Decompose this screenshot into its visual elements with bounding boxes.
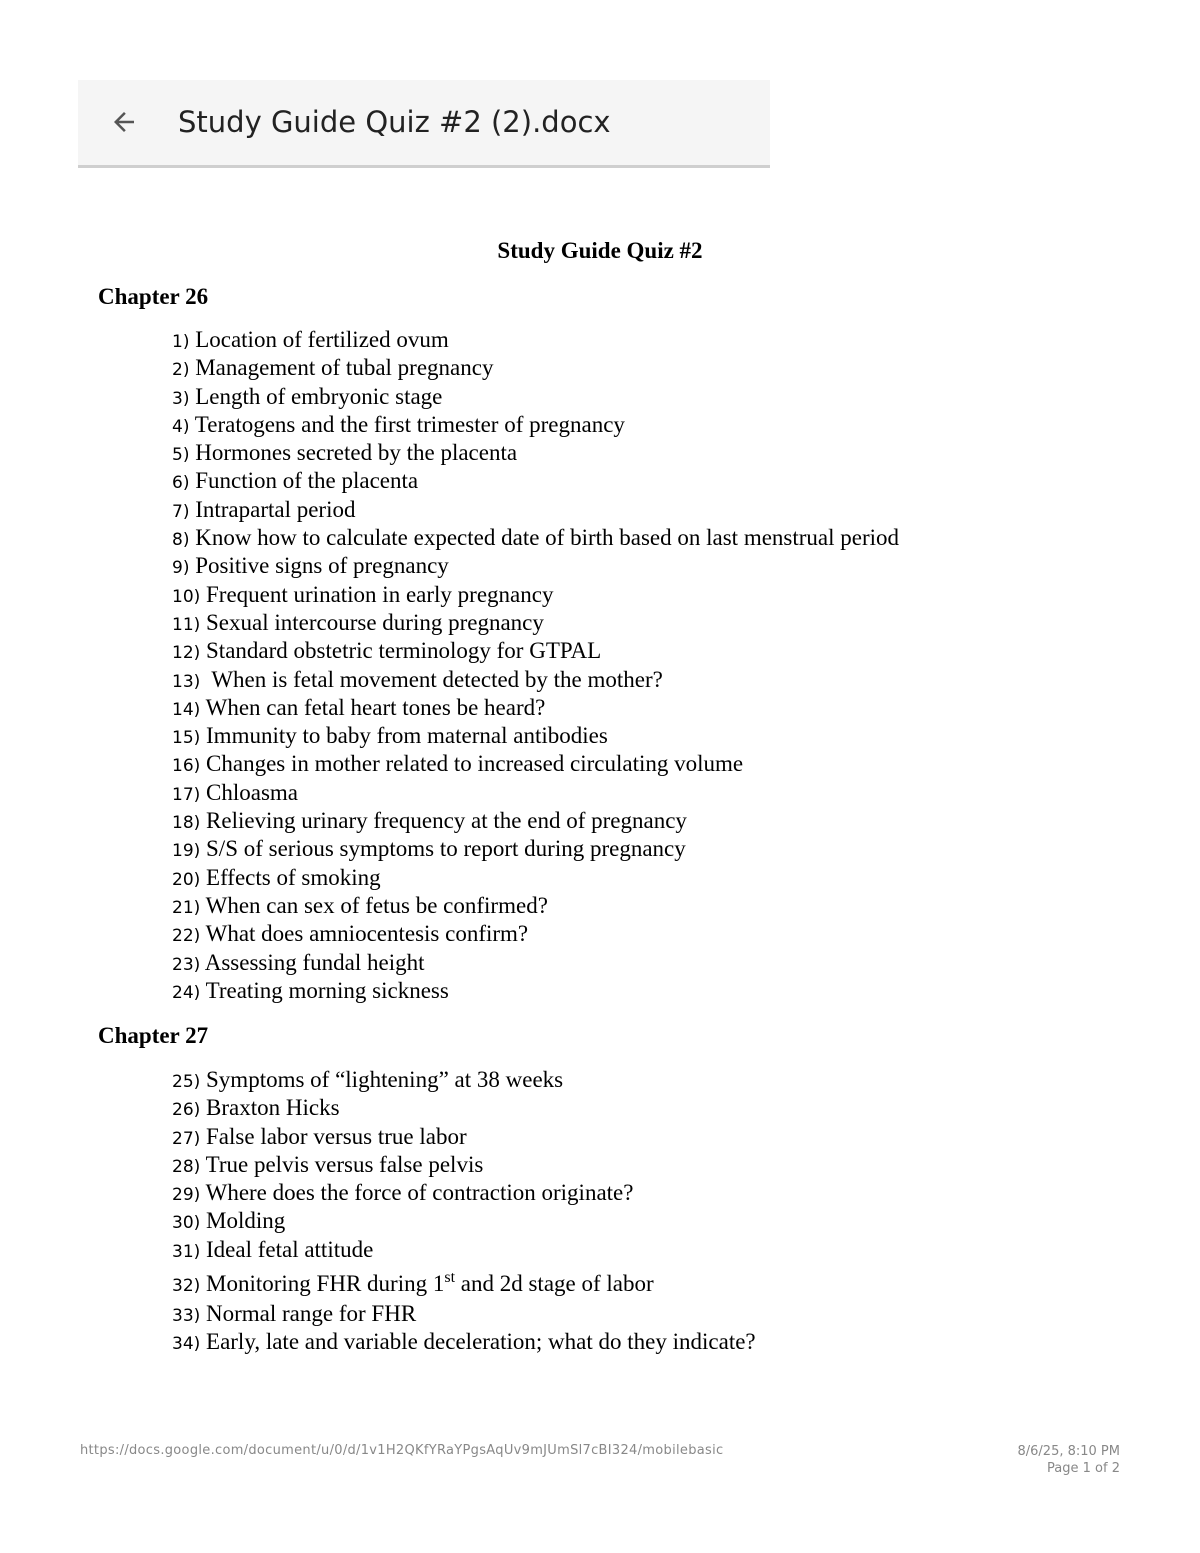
list-item — [172, 1179, 756, 1207]
item-text: Intrapartal period — [195, 496, 356, 522]
list-item — [172, 1300, 756, 1328]
item-number: 25) — [172, 1072, 201, 1092]
app-bar — [78, 80, 770, 168]
item-text: Frequent urination in early pregnancy — [206, 581, 554, 607]
item-text: False labor versus true labor — [206, 1123, 467, 1149]
list-item — [172, 949, 899, 977]
item-number: 11) — [172, 614, 201, 635]
item-number: 33) — [172, 1306, 201, 1327]
item-text: Teratogens and the first trimester of pregnancy — [194, 411, 625, 437]
list-item — [172, 354, 899, 382]
list-item — [172, 1094, 756, 1122]
item-number: 10) — [172, 586, 201, 607]
item-text: and 2d stage of labor — [455, 1271, 654, 1297]
item-number: 24) — [172, 982, 201, 1003]
item-text: Ideal fetal attitude — [206, 1236, 374, 1262]
list-item — [172, 694, 899, 722]
item-number: 34) — [172, 1334, 201, 1355]
list-item — [172, 467, 899, 495]
list-item — [172, 524, 899, 552]
item-number: 9) — [172, 558, 190, 579]
item-number: 6) — [172, 473, 190, 494]
item-text: Immunity to baby from maternal antibodies — [206, 723, 608, 749]
list-item — [172, 552, 899, 580]
item-text: Monitoring FHR during 1 — [206, 1271, 445, 1297]
item-number: 20) — [172, 869, 201, 890]
item-number: 8) — [172, 530, 190, 551]
item-text: Location of fertilized ovum — [195, 327, 449, 352]
list-item — [172, 1207, 756, 1235]
back-button[interactable] — [104, 102, 144, 142]
list-item — [172, 326, 899, 354]
item-text: S/S of serious symptoms to report during pregnancy — [206, 836, 686, 862]
list-item — [172, 1066, 756, 1094]
item-text: When can fetal heart tones be heard? — [205, 694, 546, 720]
chapter-26-heading: Chapter 26 — [98, 284, 209, 309]
footer-page-number: Page 1 of 2 — [1047, 1461, 1120, 1476]
item-text: Treating morning sickness — [205, 977, 449, 1003]
list-item — [172, 835, 899, 863]
item-text: When is fetal movement detected by the mother? — [206, 666, 663, 692]
item-text: Relieving urinary frequency at the end of pregnancy — [206, 808, 687, 834]
list-item — [172, 892, 899, 920]
arrow-left-icon — [109, 107, 139, 137]
item-number: 28) — [172, 1156, 201, 1177]
item-number: 18) — [172, 813, 201, 834]
list-item — [172, 411, 899, 439]
list-item — [172, 637, 899, 665]
list-item — [172, 864, 899, 892]
footer-datetime: 8/6/25, 8:10 PM — [1017, 1444, 1120, 1459]
item-text: Know how to calculate expected date of birth based on last menstrual period — [195, 525, 900, 551]
list-item — [172, 1123, 756, 1151]
item-text: True pelvis versus false pelvis — [205, 1151, 484, 1177]
item-number: 5) — [172, 445, 190, 466]
item-text: Hormones secreted by the placenta — [195, 440, 518, 466]
list-item — [172, 1151, 756, 1179]
item-text: Length of embryonic stage — [195, 383, 443, 409]
item-text: Standard obstetric terminology for GTPAL — [206, 638, 602, 664]
footer-url: https://docs.google.com/document/u/0/d/1v1H2QKfYRaYPgsAqUv9mJUmSl7cBI324/mobilebasic — [80, 1443, 724, 1458]
document-file-title: Study Guide Quiz #2 (2).docx — [178, 105, 611, 139]
list-item — [172, 383, 899, 411]
item-number: 1) — [172, 332, 190, 352]
list-item — [172, 439, 899, 467]
item-text: Chloasma — [206, 779, 299, 805]
item-number: 17) — [172, 784, 201, 805]
footer-meta — [1018, 1443, 1121, 1477]
chapter-27-list — [172, 1066, 756, 1357]
list-item — [172, 1264, 756, 1300]
item-number: 7) — [172, 501, 190, 522]
list-item — [172, 496, 899, 524]
list-item — [172, 779, 899, 807]
list-item — [172, 977, 899, 1005]
item-number: 3) — [172, 388, 190, 409]
item-text: Normal range for FHR — [206, 1301, 417, 1327]
item-text: Management of tubal pregnancy — [195, 355, 494, 381]
item-superscript: st — [444, 1269, 456, 1287]
item-text: Function of the placenta — [195, 468, 419, 494]
item-number: 4) — [172, 416, 190, 437]
item-number: 19) — [172, 841, 201, 862]
item-number: 2) — [172, 360, 190, 381]
item-text: Braxton Hicks — [206, 1095, 340, 1121]
item-text: Sexual intercourse during pregnancy — [206, 609, 544, 635]
item-number: 13) — [172, 671, 201, 692]
document-heading: Study Guide Quiz #2 — [497, 238, 703, 263]
item-text: When can sex of fetus be confirmed? — [205, 892, 548, 918]
list-item — [172, 807, 899, 835]
item-number: 23) — [172, 954, 201, 975]
item-text: Molding — [206, 1208, 286, 1234]
list-item — [172, 722, 899, 750]
item-number: 30) — [172, 1213, 201, 1234]
item-text: What does amniocentesis confirm? — [205, 921, 529, 947]
item-number: 29) — [172, 1185, 201, 1206]
item-number: 15) — [172, 728, 201, 749]
item-number: 21) — [172, 897, 201, 918]
item-number: 26) — [172, 1100, 201, 1121]
chapter-27-heading: Chapter 27 — [98, 1023, 209, 1048]
item-text: Symptoms of “lightening” at 38 weeks — [206, 1067, 564, 1092]
item-text: Where does the force of contraction originate? — [205, 1180, 634, 1206]
list-item — [172, 1328, 756, 1356]
list-item — [172, 750, 899, 778]
item-text: Effects of smoking — [206, 864, 381, 890]
list-item — [172, 581, 899, 609]
chapter-26-list — [172, 326, 899, 1005]
item-number: 14) — [172, 699, 201, 720]
item-number: 27) — [172, 1128, 201, 1149]
item-number: 12) — [172, 643, 201, 664]
list-item — [172, 609, 899, 637]
item-text: Positive signs of pregnancy — [195, 553, 449, 579]
list-item — [172, 920, 899, 948]
list-item — [172, 666, 899, 694]
item-number: 31) — [172, 1241, 201, 1262]
item-number: 32) — [172, 1276, 201, 1297]
item-number: 22) — [172, 926, 201, 947]
item-text: Early, late and variable deceleration; what do they indicate? — [206, 1329, 756, 1355]
item-number: 16) — [172, 756, 201, 777]
item-text: Assessing fundal height — [204, 949, 425, 975]
list-item — [172, 1236, 756, 1264]
item-text: Changes in mother related to increased circulating volume — [206, 751, 744, 777]
